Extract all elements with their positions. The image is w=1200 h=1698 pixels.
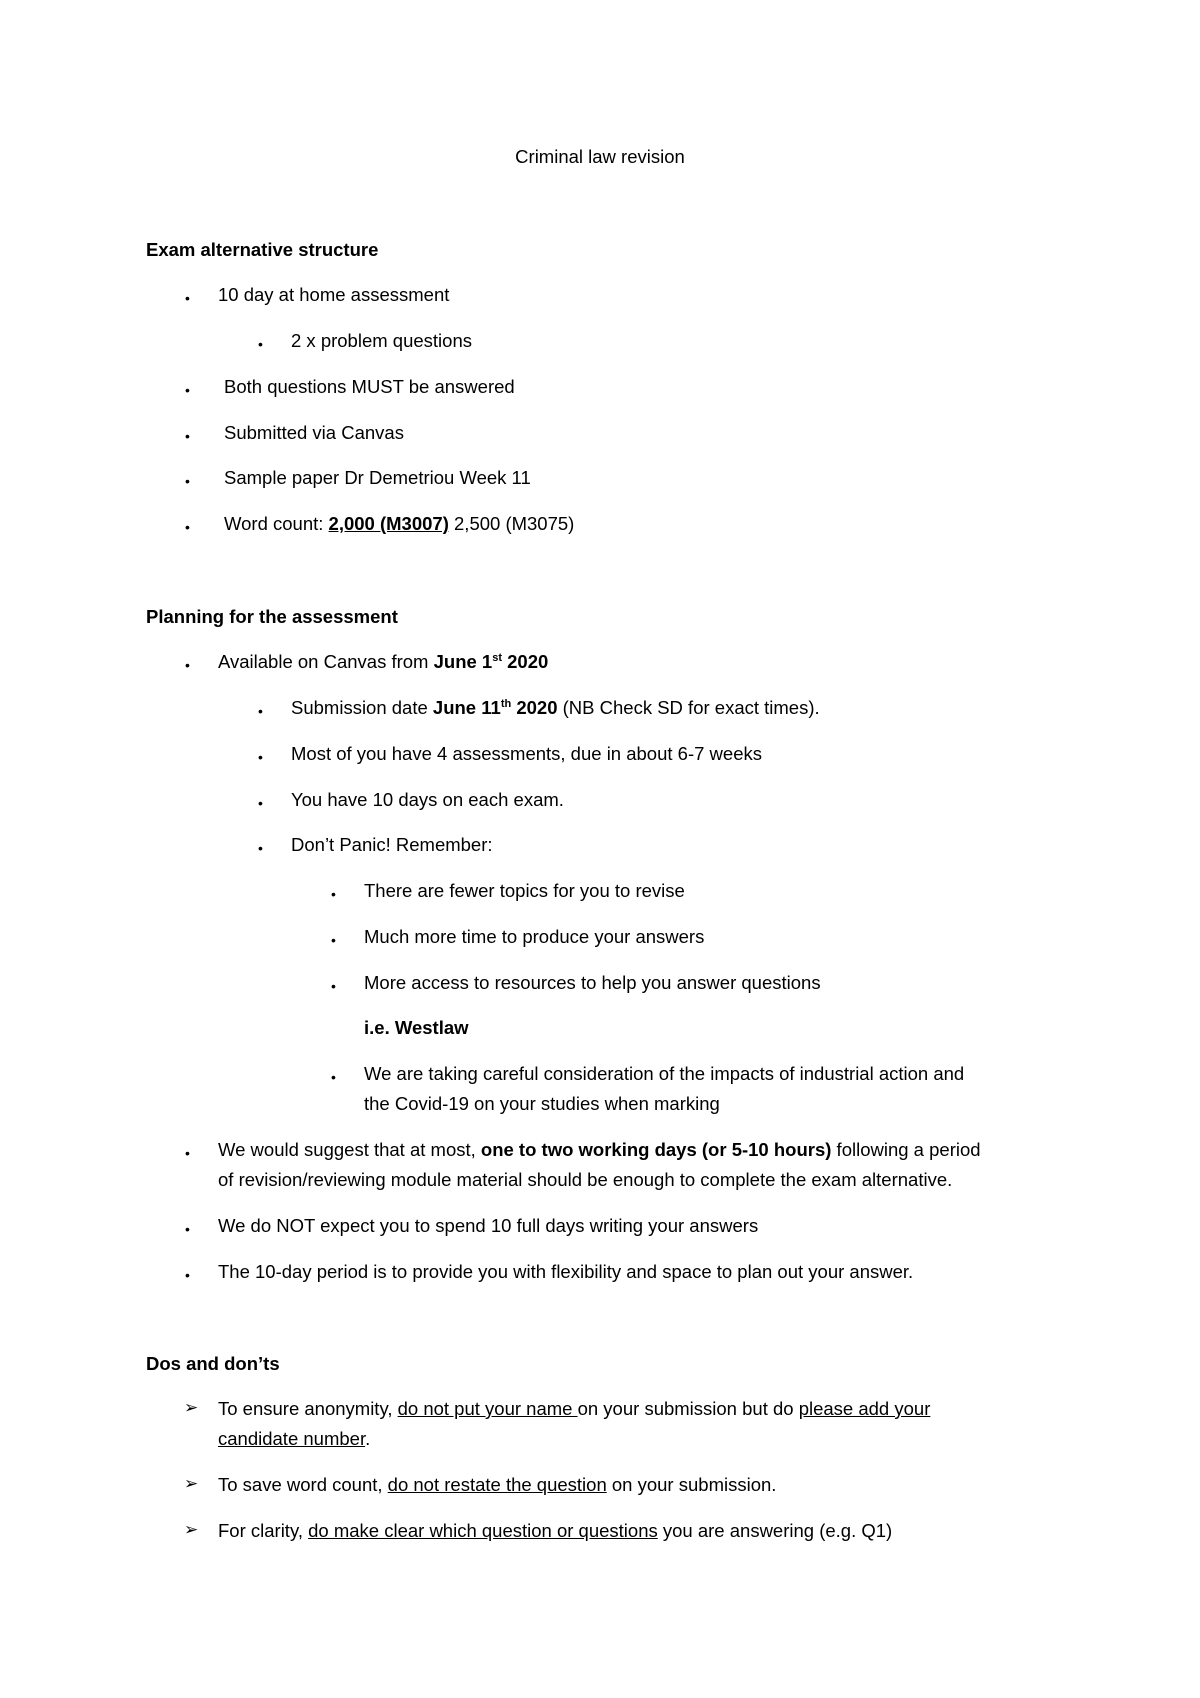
list-item: We do NOT expect you to spend 10 full days writing your answers [218, 1215, 759, 1236]
anon-underline-3: candidate number [218, 1428, 366, 1449]
word-count-item [224, 512, 574, 536]
bullet-icon: • [185, 519, 190, 535]
list-item: 2 x problem questions [291, 330, 472, 351]
list-item: The 10-day period is to provide you with flexibility and space to plan out your answer. [218, 1261, 914, 1282]
save-text: To save word count, [218, 1474, 388, 1495]
list-item-continuation: the Covid-19 on your studies when marking [364, 1093, 720, 1114]
list-item: Sample paper Dr Demetriou Week 11 [224, 467, 531, 488]
arrow-bullet-icon: ➢ [184, 1474, 199, 1493]
word-count-underlined: 2,000 (M3007) [328, 513, 449, 534]
arrow-bullet-icon: ➢ [184, 1398, 199, 1417]
bullet-icon: • [185, 473, 190, 489]
clarity-text: For clarity, [218, 1520, 309, 1541]
section-heading-exam-structure: Exam alternative structure [146, 239, 379, 260]
bullet-icon: • [185, 1267, 190, 1283]
list-item-continuation: of revision/reviewing module material should be enough to complete the exam alternative. [218, 1169, 953, 1190]
bullet-icon: • [185, 382, 190, 398]
suggest-post: following a period [831, 1139, 981, 1160]
submission-year: 2020 [511, 697, 558, 718]
section-heading-dos-donts: Dos and don’ts [146, 1353, 280, 1374]
anonymity-continuation [218, 1427, 370, 1451]
bullet-icon: • [185, 290, 190, 306]
anon-mid: on your submission but do [577, 1398, 799, 1419]
save-underline: do not restate the question [387, 1474, 607, 1495]
anonymity-item [218, 1397, 930, 1421]
bullet-icon: • [258, 336, 263, 352]
bullet-icon: • [258, 749, 263, 765]
available-year: 2020 [502, 651, 549, 672]
anon-end: . [365, 1428, 371, 1449]
bullet-icon: • [331, 978, 336, 994]
bullet-icon: • [185, 657, 190, 673]
list-item: Much more time to produce your answers [364, 926, 705, 947]
list-item: Don’t Panic! Remember: [291, 834, 493, 855]
section-heading-planning: Planning for the assessment [146, 606, 398, 627]
submission-item [291, 696, 820, 720]
anon-underline-2: please add your [798, 1398, 931, 1419]
available-text: Available on Canvas from [218, 651, 434, 672]
westlaw-note: i.e. Westlaw [364, 1017, 469, 1038]
suggest-text: We would suggest that at most, [218, 1139, 481, 1160]
bullet-icon: • [258, 795, 263, 811]
available-date: June 1 [433, 651, 493, 672]
list-item: Both questions MUST be answered [224, 376, 515, 397]
anon-underline-1: do not put your name [397, 1398, 578, 1419]
clarity-underline: do make clear which question or questions [308, 1520, 658, 1541]
anon-text: To ensure anonymity, [218, 1398, 398, 1419]
bullet-icon: • [331, 1069, 336, 1085]
list-item: Submitted via Canvas [224, 422, 404, 443]
bullet-icon: • [258, 840, 263, 856]
submission-date: June 11 [432, 697, 501, 718]
list-item: Most of you have 4 assessments, due in about 6-7 weeks [291, 743, 762, 764]
page-title: Criminal law revision [515, 146, 685, 167]
list-item: There are fewer topics for you to revise [364, 880, 685, 901]
save-post: on your submission. [606, 1474, 777, 1495]
word-count-rest: 2,500 (M3075) [448, 513, 575, 534]
arrow-bullet-icon: ➢ [184, 1520, 199, 1539]
suggest-item [218, 1138, 981, 1162]
list-item: We are taking careful consideration of the impacts of industrial action and [364, 1063, 965, 1084]
available-item [218, 650, 548, 674]
bullet-icon: • [185, 1221, 190, 1237]
available-sup: st [492, 651, 502, 664]
submission-note: (NB Check SD for exact times). [557, 697, 820, 718]
suggest-bold: one to two working days (or 5-10 hours) [480, 1139, 832, 1160]
bullet-icon: • [331, 886, 336, 902]
bullet-icon: • [185, 1145, 190, 1161]
bullet-icon: • [258, 703, 263, 719]
bullet-icon: • [331, 932, 336, 948]
list-item: 10 day at home assessment [218, 284, 450, 305]
submission-text: Submission date [291, 697, 433, 718]
list-item: More access to resources to help you answer questions [364, 972, 821, 993]
clarity-item [218, 1519, 892, 1543]
clarity-post: you are answering (e.g. Q1) [657, 1520, 893, 1541]
submission-sup: th [500, 697, 512, 710]
list-item: You have 10 days on each exam. [291, 789, 564, 810]
bullet-icon: • [185, 428, 190, 444]
word-count-label: Word count: [224, 513, 329, 534]
word-count-tip-item [218, 1473, 776, 1497]
